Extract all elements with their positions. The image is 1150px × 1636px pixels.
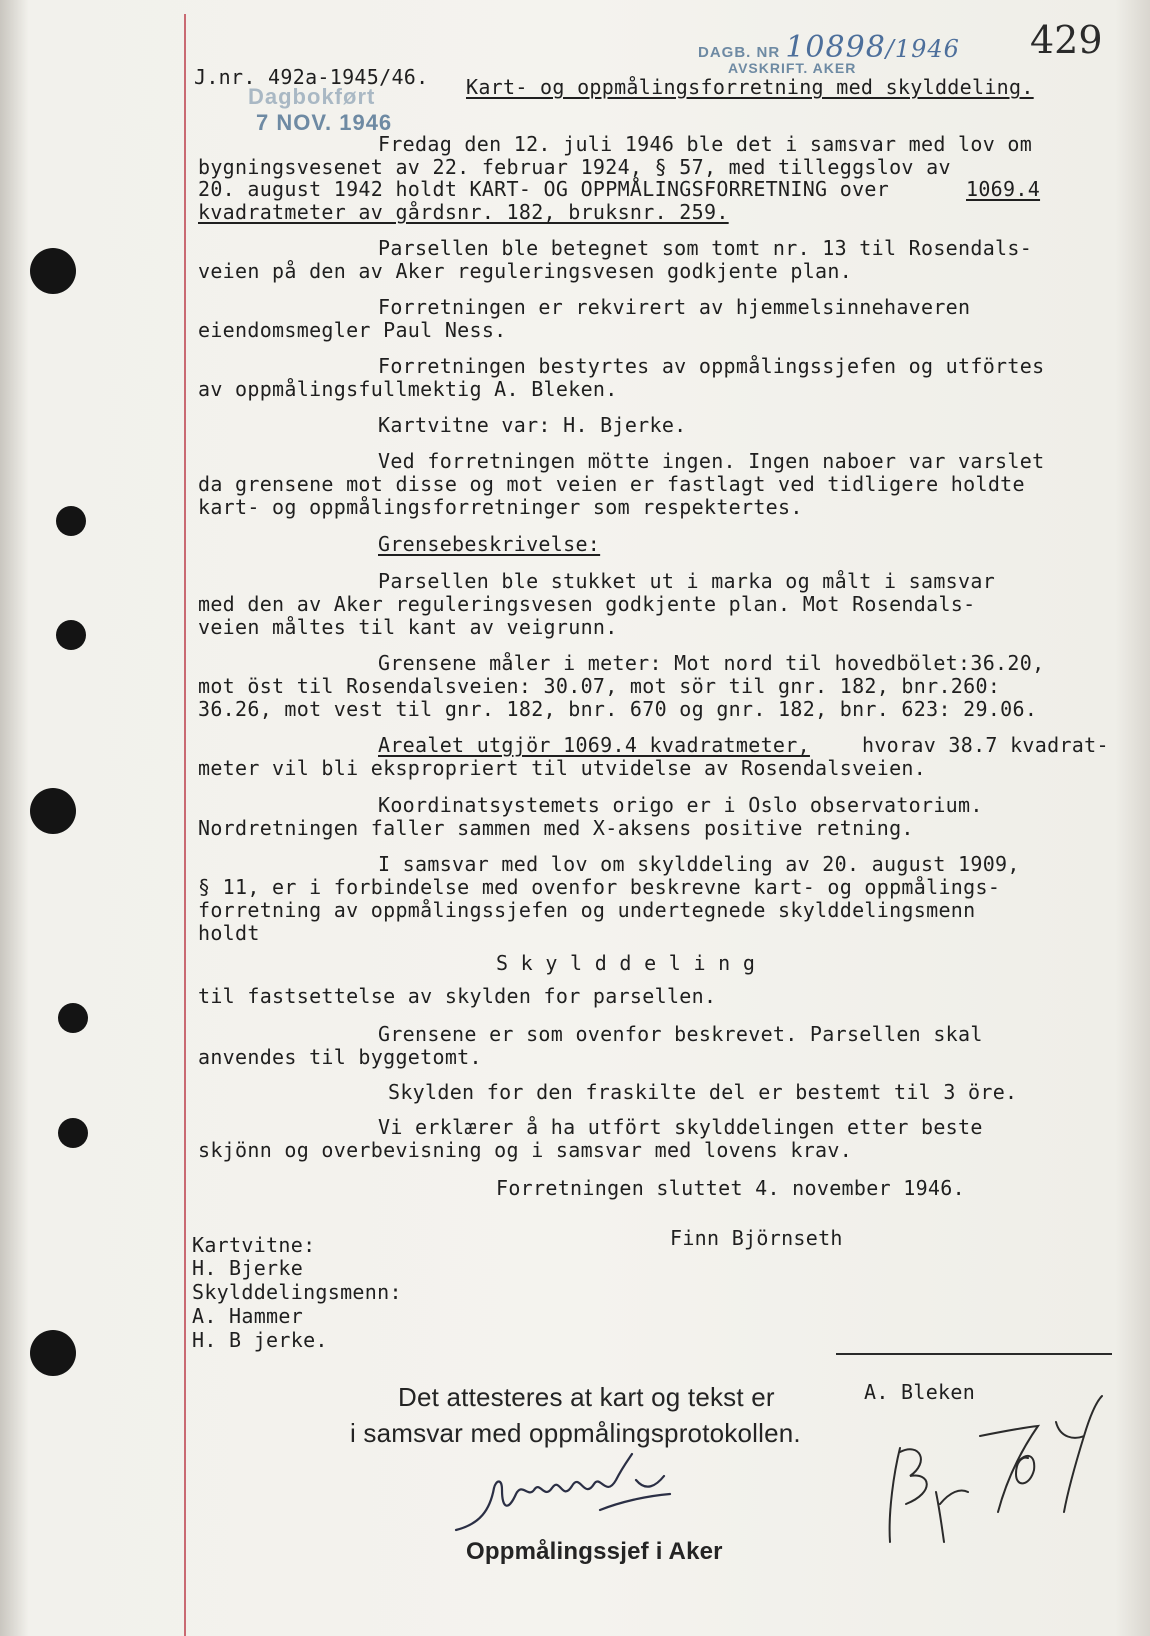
punch-hole xyxy=(56,620,86,650)
margin-line xyxy=(184,14,186,1636)
punch-hole xyxy=(58,1003,88,1033)
body-line: 20. august 1942 holdt KART- OG OPPMÅLINGSFORRETNING over xyxy=(198,177,890,201)
signature-line xyxy=(836,1353,1112,1355)
punch-hole xyxy=(56,506,86,536)
body-line: da grensene mot disse og mot veien er fastlagt ved tidligere holdte xyxy=(198,472,1025,496)
area-figure: 1069.4 xyxy=(966,177,1041,201)
body-line: forretning av oppmålingssjefen og undertegnede skylddelingsmenn xyxy=(198,898,976,922)
body-line: I samsvar med lov om skylddeling av 20. august 1909, xyxy=(378,852,1020,876)
assessor-name: A. Hammer xyxy=(192,1304,304,1328)
registered-stamp: Dagbokført xyxy=(248,84,376,109)
handwritten-note xyxy=(870,1392,1120,1562)
witness-name: H. Bjerke xyxy=(192,1256,304,1280)
document-title: Kart- og oppmålingsforretning med skylddeling. xyxy=(466,75,1034,99)
body-line: Grensene er som ovenfor beskrevet. Parsellen skal xyxy=(378,1022,983,1046)
body-line: til fastsettelse av skylden for parsellen. xyxy=(198,984,717,1008)
journal-ref: J.nr. 492a-1945/46. xyxy=(194,65,429,89)
body-line: Fredag den 12. juli 1946 ble det i samsvar med lov om xyxy=(378,132,1033,156)
diary-number: 10898 xyxy=(785,30,886,65)
witness-label: Kartvitne: xyxy=(192,1233,316,1257)
body-line: mot öst til Rosendalsveien: 30.07, mot sör til gnr. 182, bnr.260: xyxy=(198,674,1001,698)
body-line: Ved forretningen mötte ingen. Ingen naboer var varslet xyxy=(378,449,1045,473)
body-line: Parsellen ble stukket ut i marka og målt i samsvar xyxy=(378,569,996,593)
closing-line: Forretningen sluttet 4. november 1946. xyxy=(496,1176,965,1200)
body-line: Forretningen bestyrtes av oppmålingssjefen og utförtes xyxy=(378,354,1045,378)
signature-main: Finn Björnseth xyxy=(670,1226,843,1250)
signature-bleken: A. Bleken xyxy=(864,1380,976,1404)
body-line: holdt xyxy=(198,921,260,945)
punch-hole xyxy=(30,1330,76,1376)
assessor-name: H. B jerke. xyxy=(192,1328,328,1352)
body-line: Forretningen er rekvirert av hjemmelsinnehaveren xyxy=(378,295,971,319)
body-line: eiendomsmegler Paul Ness. xyxy=(198,318,507,342)
punch-hole xyxy=(58,1118,88,1148)
body-line: anvendes til byggetomt. xyxy=(198,1045,482,1069)
attest-line-2: i samsvar med oppmålingsprotokollen. xyxy=(350,1418,801,1448)
body-line: Kartvitne var: H. Bjerke. xyxy=(378,413,687,437)
date-stamp: 7 NOV. 1946 xyxy=(256,110,393,135)
body-line: bygningsvesenet av 22. februar 1924, § 57, med tilleggslov av xyxy=(198,155,951,179)
spaced-heading: S k y l d d e l i n g xyxy=(496,951,756,975)
body-line: meter vil bli ekspropriert til utvidelse av Rosendalsveien. xyxy=(198,756,927,780)
body-line: Koordinatsystemets origo er i Oslo observatorium. xyxy=(378,793,983,817)
body-line: Skylden for den fraskilte del er bestemt til 3 öre. xyxy=(388,1080,1018,1104)
body-line: kart- og oppmålingsforretninger som respektertes. xyxy=(198,495,803,519)
body-line: 36.26, mot vest til gnr. 182, bnr. 670 og gnr. 182, bnr. 623: 29.06. xyxy=(198,697,1038,721)
body-line: kvadratmeter av gårdsnr. 182, bruksnr. 259. xyxy=(198,200,729,224)
diary-year: /1946 xyxy=(885,35,960,63)
attest-line-1: Det attesteres at kart og tekst er xyxy=(398,1382,775,1412)
attest-office: Oppmålingssjef i Aker xyxy=(466,1538,723,1565)
diary-stamp-prefix: DAGB. NR xyxy=(698,44,781,61)
body-line: veien på den av Aker reguleringsvesen godkjente plan. xyxy=(198,259,853,283)
body-line: Nordretningen faller sammen med X-aksens positive retning. xyxy=(198,816,914,840)
area-statement: Arealet utgjör 1069.4 kvadratmeter, xyxy=(378,733,810,757)
body-line: hvorav 38.7 kvadrat- xyxy=(862,733,1109,757)
body-line: Grensene måler i meter: Mot nord til hovedbölet:36.20, xyxy=(378,651,1045,675)
copy-stamp: AVSKRIFT. AKER xyxy=(728,60,857,76)
body-line: § 11, er i forbindelse med ovenfor beskrevne kart- og oppmålings- xyxy=(198,875,1001,899)
punch-hole xyxy=(30,788,76,834)
body-line: av oppmålingsfullmektig A. Bleken. xyxy=(198,377,618,401)
body-line: veien måltes til kant av veigrunn. xyxy=(198,615,618,639)
body-line: skjönn og overbevisning og i samsvar med lovens krav. xyxy=(198,1138,853,1162)
handwritten-signature xyxy=(450,1450,720,1542)
body-line: med den av Aker reguleringsvesen godkjente plan. Mot Rosendals- xyxy=(198,592,976,616)
page-number: 429 xyxy=(1030,18,1103,62)
body-line: Vi erklærer å ha utfört skylddelingen etter beste xyxy=(378,1115,983,1139)
section-heading: Grensebeskrivelse: xyxy=(378,532,601,556)
assessors-label: Skylddelingsmenn: xyxy=(192,1280,402,1304)
punch-hole xyxy=(30,248,76,294)
body-line: Parsellen ble betegnet som tomt nr. 13 til Rosendals- xyxy=(378,236,1033,260)
